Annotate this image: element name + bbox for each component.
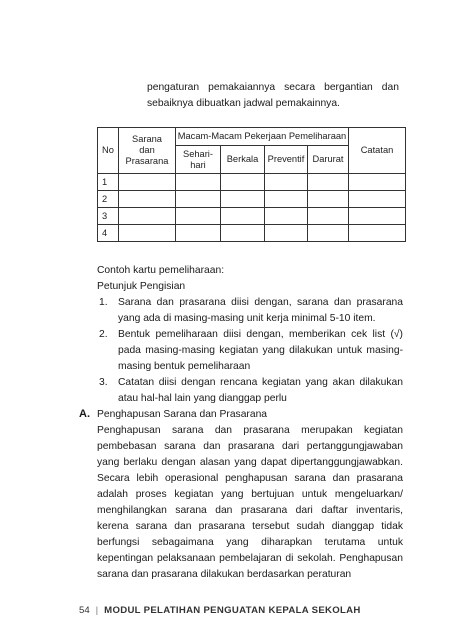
header-berkala: Berkala [221,146,265,174]
maintenance-card-table [97,127,406,242]
list-item-text: Bentuk pemeliharaan diisi dengan, memberikan cek list (√) pada masing-masing kegiatan yang dilakukan untuk masing-masing bentuk pemeliharaan [118,329,403,372]
table-cell [349,208,406,225]
table-row [98,191,406,208]
intro-text: pengaturan pemakaiannya secara bergantian dan sebaiknya dibuatkan jadwal pemakainnya. [147,82,399,109]
list-item [97,327,403,375]
header-seharihari-label: Sehari-hari [183,148,213,170]
table-cell [221,208,265,225]
header-catatan: Catatan [349,128,406,174]
table-cell [221,174,265,191]
row-number: 1 [98,174,119,191]
header-darurat: Darurat [308,146,349,174]
table-cell [119,208,176,225]
page-number: 54 [79,605,90,616]
instructions-block [97,263,403,407]
table-row [98,208,406,225]
section-a-title: Penghapusan Sarana dan Prasarana [97,409,268,420]
header-sarana [119,128,176,174]
table-cell [349,174,406,191]
section-a [79,406,403,583]
page-footer [79,605,361,616]
list-item-number: 3. [99,377,108,388]
table-header-row [98,128,406,146]
table-cell [119,191,176,208]
table-cell [119,174,176,191]
table-cell [265,208,308,225]
list-item [97,295,403,327]
list-item-number: 2. [99,329,108,340]
table-cell [221,225,265,242]
table-cell [265,174,308,191]
table-cell [265,191,308,208]
row-number: 4 [98,225,119,242]
header-preventif: Preventif [265,146,308,174]
table-cell [176,225,221,242]
footer-title: MODUL PELATIHAN PENGUATAN KEPALA SEKOLAH [104,605,361,616]
table-cell [308,208,349,225]
intro-paragraph [147,80,399,112]
section-a-paragraph: Penghapusan sarana dan prasarana merupakan kegiatan pembebasan sarana dan prasarana dari pertanggungjawaban yang berlaku dengan alasan yang dapat dipertanggungjawabkan. Secara lebih operasional penghapusan sarana dan prasarana adalah proses kegiatan yang bertujuan untuk mengeluarkan/ menghilangkan sarana dan prasarana dari daftar inventaris, kerena sarana dan prasarana tersebut sudah dianggap tidak berfungsi sebagaimana yang diharapkan terutama untuk kepentingan pelaksanaan pembelajaran di sekolah. Penghapusan sarana dan prasarana dilakukan berdasarkan peraturan [97,425,403,580]
footer-separator: | [95,605,99,616]
table-cell [176,191,221,208]
instructions-list [97,295,403,407]
example-caption: Contoh kartu pemeliharaan: [97,265,225,276]
table-cell [308,225,349,242]
row-number: 3 [98,208,119,225]
table-cell [221,191,265,208]
list-item [97,375,403,407]
table-cell [349,225,406,242]
header-no: No [98,128,119,174]
instructions-heading: Petunjuk Pengisian [97,281,186,292]
list-item-text: Catatan diisi dengan rencana kegiatan yang akan dilakukan atau hal-hal lain yang dianggap perlu [118,377,403,404]
table-cell [308,174,349,191]
list-item-text: Sarana dan prasarana diisi dengan, sarana dan prasarana yang ada di masing-masing unit kerja minimal 5-10 item. [118,297,403,324]
table-cell [119,225,176,242]
table-cell [349,191,406,208]
header-macam: Macam-Macam Pekerjaan Pemeliharaan [176,128,349,146]
table-cell [176,208,221,225]
table-cell [176,174,221,191]
row-number: 2 [98,191,119,208]
section-a-heading [79,406,403,423]
table-row [98,225,406,242]
table-cell [308,191,349,208]
list-item-number: 1. [99,297,108,308]
header-sarana-label: Sarana dan Prasarana [125,134,169,166]
header-seharihari [176,146,221,174]
table-row [98,174,406,191]
table-cell [265,225,308,242]
section-a-letter: A. [79,408,90,420]
